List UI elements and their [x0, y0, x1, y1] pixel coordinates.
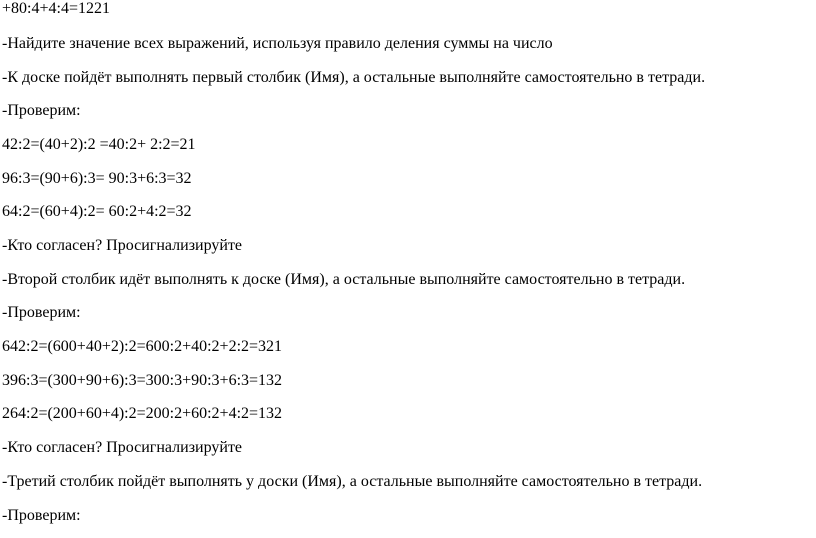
instruction-line: -Третий столбик пойдёт выполнять у доски (Имя), а остальные выполняйте самостоятельно в тетради. — [2, 473, 703, 490]
check-heading: -Проверим: — [2, 507, 81, 524]
expression-line: +80:4+4:4=1221 — [2, 0, 110, 17]
expression-line: 396:3=(300+90+6):3=300:3+90:3+6:3=132 — [2, 372, 283, 389]
question-line: -Кто согласен? Просигнализируйте — [2, 237, 243, 254]
expression-line: 264:2=(200+60+4):2=200:2+60:2+4:2=132 — [2, 405, 283, 422]
check-heading: -Проверим: — [2, 102, 81, 119]
instruction-line: -Второй столбик идёт выполнять к доске (Имя), а остальные выполняйте самостоятельно в тетради. — [2, 271, 686, 288]
expression-line: 96:3=(90+6):3= 90:3+6:3=32 — [2, 170, 192, 187]
expression-line: 64:2=(60+4):2= 60:2+4:2=32 — [2, 203, 192, 220]
check-heading: -Проверим: — [2, 304, 81, 321]
expression-line: 42:2=(40+2):2 =40:2+ 2:2=21 — [2, 136, 196, 153]
instruction-line: -Найдите значение всех выражений, используя правило деления суммы на число — [2, 35, 553, 52]
question-line: -Кто согласен? Просигнализируйте — [2, 439, 243, 456]
expression-line: 642:2=(600+40+2):2=600:2+40:2+2:2=321 — [2, 338, 283, 355]
instruction-line: -К доске пойдёт выполнять первый столбик (Имя), а остальные выполняйте самостоятельно в тетради. — [2, 69, 706, 86]
